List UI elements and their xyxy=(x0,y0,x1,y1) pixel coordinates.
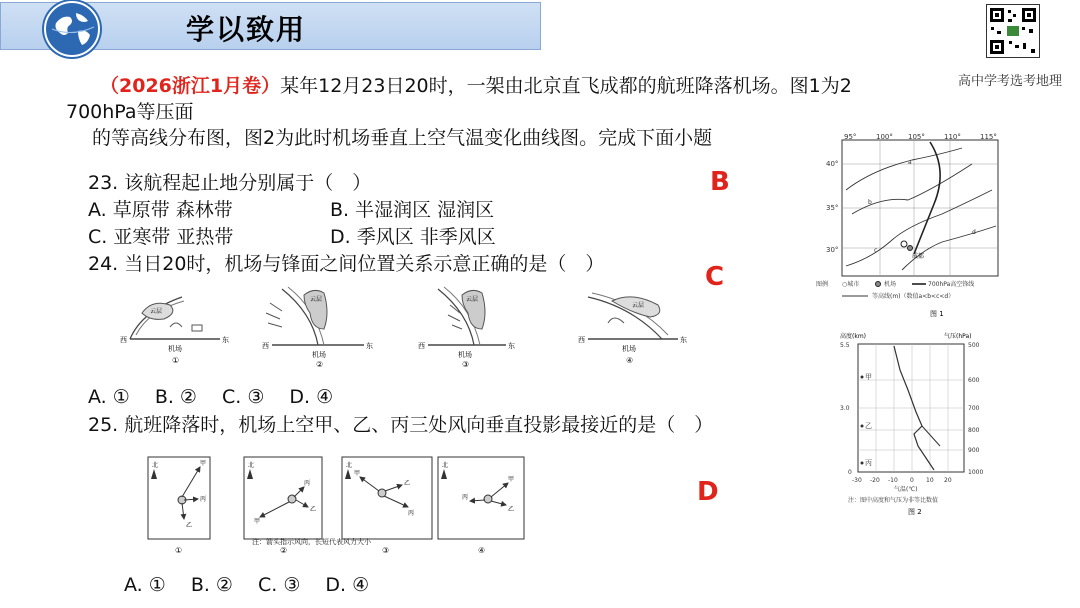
fig2-note: 注：图中高度和气压为非等比数值 xyxy=(848,497,939,504)
qr-code[interactable] xyxy=(986,4,1040,58)
fig1-label-d: d xyxy=(972,229,976,236)
fig1-lon-95: 95° xyxy=(844,133,857,141)
fig2-y-left-title: 高度(km) xyxy=(840,333,867,340)
d4-west-label: 西 xyxy=(578,336,585,344)
p2-yi: 乙 xyxy=(310,506,317,513)
page-title: 学以致用 xyxy=(186,13,307,46)
p1-north: 北 xyxy=(152,462,159,469)
front-diagram-3 xyxy=(418,287,515,369)
p1-yi: 乙 xyxy=(186,522,193,529)
p3-num: ③ xyxy=(382,546,390,555)
q25-stem: 25. 航班降落时，机场上空甲、乙、丙三处风向垂直投影最接近的是（ ） xyxy=(88,414,714,436)
front-diagram-2 xyxy=(262,287,373,369)
d3-cloud-label: 云层 xyxy=(466,296,479,303)
d2-airport-label: 机场 xyxy=(312,351,326,359)
fig2-y-0: 0 xyxy=(848,469,852,476)
front-diagrams-svg xyxy=(112,283,692,373)
front-diagram-4 xyxy=(578,293,687,365)
p3-jia: 甲 xyxy=(354,470,361,477)
q24-stem: 24. 当日20时，机场与锋面之间位置关系示意正确的是（ ） xyxy=(88,253,605,275)
d2-west-label: 西 xyxy=(262,342,269,350)
fig2-x-20: 20 xyxy=(944,477,952,484)
fig2-mark-jia: 甲 xyxy=(865,373,872,381)
fig1-legend-city: ○城市 xyxy=(842,281,860,288)
p4-bing: 丙 xyxy=(462,494,469,501)
intro-line-3: 的等高线分布图，图2为此时机场垂直上空气温变化曲线图。完成下面小题 xyxy=(92,127,713,149)
fig2-svg xyxy=(828,330,1018,520)
fig2-y-3-0: 3.0 xyxy=(840,405,850,412)
q24-options[interactable]: A. ① B. ② C. ③ D. ④ xyxy=(88,386,334,408)
q23-option-b[interactable]: B. 半湿润区 湿润区 xyxy=(330,199,495,221)
q23-option-a[interactable]: A. 草原带 森林带 xyxy=(88,199,233,221)
intro-line-2: 700hPa等压面 xyxy=(66,101,194,123)
fig2-mark-yi: 乙 xyxy=(865,422,872,430)
fig2-p-600: 600 xyxy=(968,377,980,384)
wind-panel-4-wrap xyxy=(436,455,528,560)
front-diagram-1 xyxy=(120,297,229,365)
fig1-caption: 图 1 xyxy=(930,310,944,318)
fig1-legend-title: 图例 xyxy=(816,281,829,288)
fig1-legend-airport: 机场 xyxy=(884,281,897,288)
d2-cloud-label: 云层 xyxy=(310,296,323,303)
d4-airport-label: 机场 xyxy=(622,345,636,353)
q23-option-c[interactable]: C. 亚寒带 亚热带 xyxy=(88,226,234,248)
fig2-x-0: 0 xyxy=(910,477,914,484)
fig1-city-label: 成都 xyxy=(912,253,925,260)
brand-text: 高中学考选考地理 xyxy=(958,74,1063,89)
d2-num: ② xyxy=(316,360,324,369)
p2-num: ② xyxy=(280,546,288,555)
p3-bing: 丙 xyxy=(408,510,415,517)
p4-north: 北 xyxy=(442,462,449,469)
intro-line-1 xyxy=(100,71,852,98)
p4-num: ④ xyxy=(478,546,486,555)
p1-num: ① xyxy=(175,546,183,555)
p2-jia: 甲 xyxy=(254,518,261,525)
fig2-y-right-title: 气压(hPa) xyxy=(944,333,972,340)
d1-west-label: 西 xyxy=(120,336,127,344)
fig2-p-500: 500 xyxy=(968,342,980,349)
p2-bing: 丙 xyxy=(304,480,311,487)
fig1-label-b: b xyxy=(868,199,872,206)
fig2-p-800: 800 xyxy=(968,427,980,434)
fig2-y-5-5: 5.5 xyxy=(840,342,850,349)
p4-jia: 甲 xyxy=(508,476,515,483)
fig2-caption: 图 2 xyxy=(908,508,922,516)
p1-jia: 甲 xyxy=(200,460,207,467)
fig2-p-900: 900 xyxy=(968,447,980,454)
d1-cloud-label: 云层 xyxy=(150,308,163,315)
fig1-legend-front: 700hPa高空锋线 xyxy=(928,281,975,288)
fig1-label-a: a xyxy=(908,159,912,166)
fig1-label-c: c xyxy=(874,247,878,254)
wind-panel-1 xyxy=(148,457,210,555)
d3-east-label: 东 xyxy=(508,342,515,350)
figure-1 xyxy=(812,130,1012,320)
intro-text-1: 某年12月23日20时，一架由北京直飞成都的航班降落机场。图1为2 xyxy=(280,75,852,97)
fig1-lat-35: 35° xyxy=(826,204,839,212)
fig2-mark-bing: 丙 xyxy=(865,459,872,467)
p4-yi: 乙 xyxy=(508,506,515,513)
fig1-legend-contour: 等高线(m)（数值a<b<c<d） xyxy=(872,293,955,300)
fig2-x-minus20: -20 xyxy=(870,477,880,484)
d4-cloud-label: 云层 xyxy=(632,302,645,309)
fig1-svg xyxy=(812,130,1012,320)
fig1-lat-30: 30° xyxy=(826,246,839,254)
fig2-x-minus30: -30 xyxy=(852,477,862,484)
p1-bing: 丙 xyxy=(200,496,207,503)
d3-west-label: 西 xyxy=(418,342,425,350)
fig2-x-minus10: -10 xyxy=(888,477,898,484)
fig1-lon-100: 100° xyxy=(876,133,893,141)
d4-east-label: 东 xyxy=(680,336,687,344)
q25-answer: D xyxy=(697,477,719,507)
d1-num: ① xyxy=(172,356,180,365)
wind-panel-4 xyxy=(438,457,524,555)
d3-airport-label: 机场 xyxy=(458,351,472,359)
p3-yi: 乙 xyxy=(404,480,411,487)
q23-stem: 23. 该航程起止地分别属于（ ） xyxy=(88,172,372,194)
fig2-x-title: 气温(℃) xyxy=(894,486,918,493)
wind-panel-4-svg xyxy=(436,455,528,560)
fig2-p-700: 700 xyxy=(968,405,980,412)
p3-north: 北 xyxy=(346,462,353,469)
q23-answer: B xyxy=(710,167,730,197)
d1-east-label: 东 xyxy=(222,336,229,344)
d4-num: ④ xyxy=(626,356,634,365)
d1-airport-label: 机场 xyxy=(168,345,182,353)
fig1-lon-115: 115° xyxy=(980,133,997,141)
question-source: （2026浙江1月卷） xyxy=(100,75,281,97)
fig2-p-1000: 1000 xyxy=(968,469,984,476)
q24-answer: C xyxy=(705,262,725,292)
q25-note: 注：箭头指示风向，长短代表风力大小 xyxy=(252,538,371,546)
p2-north: 北 xyxy=(248,462,255,469)
figure-2 xyxy=(828,330,1018,520)
d3-num: ③ xyxy=(462,360,470,369)
q25-options[interactable]: A. ① B. ② C. ③ D. ④ xyxy=(124,574,370,596)
q24-diagrams xyxy=(112,283,692,373)
fig1-lon-110: 110° xyxy=(944,133,961,141)
q23-option-d[interactable]: D. 季风区 非季风区 xyxy=(330,226,496,248)
d2-east-label: 东 xyxy=(366,342,373,350)
globe-icon xyxy=(44,1,100,57)
fig2-x-10: 10 xyxy=(926,477,934,484)
fig1-lat-40: 40° xyxy=(826,160,839,168)
fig1-lon-105: 105° xyxy=(908,133,925,141)
